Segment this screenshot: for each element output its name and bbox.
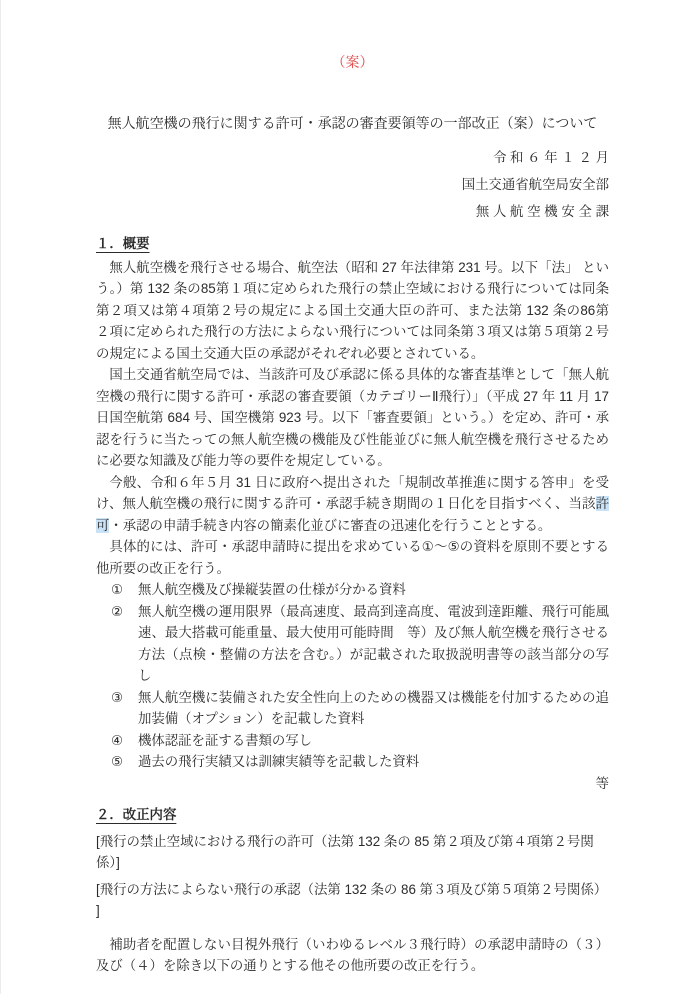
bracket-line-permission: [飛行の禁止空域における飛行の許可（法第 132 条の 85 第２項及び第４項第２号関係）] — [96, 833, 594, 870]
item-marker: ④ — [111, 732, 124, 748]
section-heading-overview: １．概要 — [96, 236, 150, 251]
overview-paragraph-1: 無人航空機を飛行させる場合、航空法（昭和 27 年法律第 231 号。以下「法」 という。）第 132 条の85第１項に定められた飛行の禁止空域における飛行については同条第２項又は第４項第２号の規定による国土交通大臣の許可、また法第 132 条の86第２項に定められた飛行の方法によらない飛行については同条第３項又は第５項第２号の規定による国土交通大臣の承認がそれぞれ必要とされている。 — [96, 259, 609, 361]
list-item — [96, 601, 609, 687]
org-line-department: 国土交通省航空局安全部 — [461, 177, 609, 192]
org-line-division: 無 人 航 空 機 安 全 課 — [475, 204, 609, 219]
item-text: 機体認証を証する書類の写し — [138, 732, 313, 748]
item-marker: ③ — [111, 689, 124, 705]
required-documents-list — [96, 579, 609, 773]
paragraph-3-text-before: 今般、令和６年５月 31 日に政府へ提出された「規制改革推進に関する答申」を受け、無人航空機の飛行に関する許可・承認手続き期間の１日化を目指すべく、当該 — [96, 474, 609, 511]
date-line: 令 和 ６ 年 １ ２ 月 — [492, 150, 609, 165]
item-marker: ⑤ — [111, 754, 124, 769]
item-text: 無人航空機に装備された安全性向上のための機器又は機能を付加するための追加装備（オプション）を記載した資料 — [138, 689, 609, 726]
list-item — [96, 579, 609, 601]
bracket-line-approval: [飛行の方法によらない飛行の承認（法第 132 条の 86 第３項及び第５項第２号関係） ] — [96, 881, 608, 918]
item-text: 無人航空機の運用限界（最高速度、最高到達高度、電波到達距離、飛行可能風速、最大搭載可能重量、最大使用可能時間 等）及び無人航空機を飛行させる方法（点検・整備の方法を含む。）が記載された取扱説明書等の該当部分の写し — [138, 603, 609, 683]
revision-paragraph: 補助者を配置しない目視外飛行（いわゆるレベル３飛行時）の承認申請時の（３）及び（４）を除き以下の通りとする他その他所要の改正を行う。 — [96, 936, 609, 973]
list-item — [96, 751, 609, 773]
item-marker: ② — [111, 603, 124, 619]
list-item — [96, 730, 609, 752]
item-text: 過去の飛行実績又は訓練実績等を記載した資料 — [138, 754, 420, 769]
item-text: 無人航空機及び操縦装置の仕様が分かる資料 — [138, 582, 406, 597]
highlighted-text: 許可 — [96, 496, 609, 533]
section-overview — [96, 233, 609, 794]
overview-paragraph-4: 具体的には、許可・承認申請時に提出を求めている①～⑤の資料を原則不要とする他所要の改正を行う。 — [96, 539, 609, 576]
overview-paragraph-3 — [96, 472, 609, 537]
paragraph-3-text-after: ・承認の申請手続き内容の簡素化並びに審査の迅速化を行うこととする。 — [109, 517, 552, 533]
section-heading-revision: ２．改正内容 — [96, 807, 177, 822]
document-title: 無人航空機の飛行に関する許可・承認の審査要領等の一部改正（案）について — [107, 115, 598, 131]
overview-paragraph-2: 国土交通省航空局では、当該許可及び承認に係る具体的な審査基準として「無人航空機の飛行に関する許可・承認の審査要領（カテゴリーⅡ飛行）」（平成 27 年 11 月 17 日国空航第 684 号、国空機第 923 号。以下「審査要領」という。）を定め、許可・承認を行うに当たっての無人航空機の機能及び性能並びに無人航空機を飛行させるために必要な知識及び能力等の要件を規定している。 — [96, 367, 609, 468]
section-revision — [96, 804, 609, 977]
draft-label: （案） — [331, 54, 374, 70]
document-page — [1, 0, 700, 994]
etc-label: 等 — [595, 775, 609, 791]
byline-block — [96, 144, 609, 225]
item-marker: ① — [111, 582, 124, 597]
list-item — [96, 687, 609, 730]
